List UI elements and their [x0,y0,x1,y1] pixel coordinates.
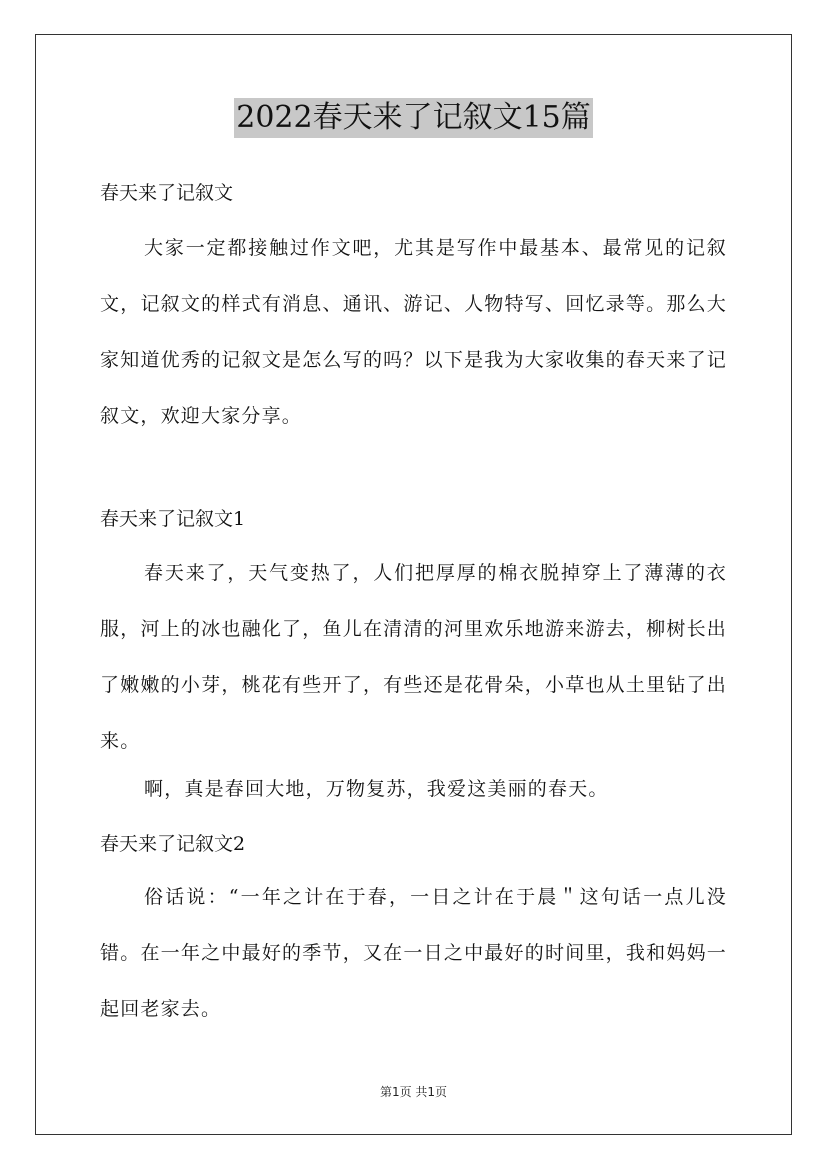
title-container [0,98,827,138]
section-1-paragraph-1: 春天来了，天气变热了，人们把厚厚的棉衣脱掉穿上了薄薄的衣服，河上的冰也融化了，鱼儿在清清的河里欢乐地游来游去，柳树长出了嫩嫩的小芽，桃花有些开了，有些还是花骨朵，小草也从土里钻了出来。 [100,562,727,752]
section-2-paragraph-1: 俗话说：“一年之计在于春，一日之计在于晨＂这句话一点儿没错。在一年之中最好的季节，又在一日之中最好的时间里，我和妈妈一起回老家去。 [100,886,727,1020]
section-heading-1: 春天来了记叙文1 [100,508,246,530]
document-title: 2022春天来了记叙文15篇 [234,98,593,138]
section-1-paragraph-2: 啊，真是春回大地，万物复苏，我爱这美丽的春天。 [144,778,609,800]
intro-heading: 春天来了记叙文 [100,182,234,204]
page-footer: 第1页 共1页 [379,1085,448,1099]
section-heading-2: 春天来了记叙文2 [100,833,246,855]
intro-paragraph: 大家一定都接触过作文吧，尤其是写作中最基本、最常见的记叙文，记叙文的样式有消息、通讯、游记、人物特写、回忆录等。那么大家知道优秀的记叙文是怎么写的吗？以下是我为大家收集的春天来了记叙文，欢迎大家分享。 [100,237,727,427]
